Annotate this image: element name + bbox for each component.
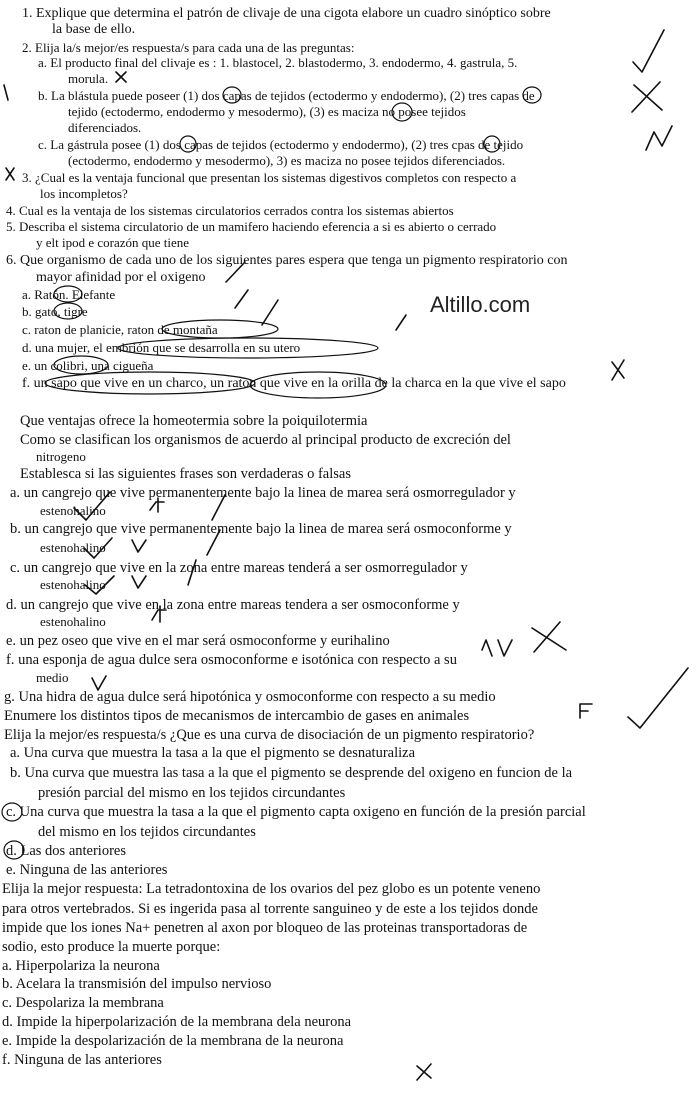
exam-line: (ectodermo, endodermo y mesodermo), 3) es maciza no posee tejidos diferenciados. <box>68 153 506 168</box>
exam-line: 1. Explique que determina el patrón de clivaje de una cigota elabore un cuadro sinóptico sobre <box>22 6 551 21</box>
exam-line: b. Acelara la transmisión del impulso nervioso <box>2 976 272 992</box>
exam-line: e. un colibri, una cigueña <box>22 358 154 373</box>
exam-line: f. una esponja de agua dulce sera osmoconforme e isotónica con respecto a su <box>6 652 457 668</box>
x-mark <box>632 82 662 112</box>
check-mark <box>132 540 146 552</box>
margin-mark <box>6 168 14 180</box>
exam-line: diferenciados. <box>68 120 142 135</box>
exam-line: para otros vertebrados. Si es ingerida pasa al torrente sanguineo y de este a los tejidos donde <box>2 901 538 917</box>
exam-line: f. Ninguna de las anteriores <box>2 1052 162 1068</box>
exam-line: d. un cangrejo que vive en la zona entre mareas tendera a ser osmoconforme y <box>6 597 460 613</box>
exam-line: 4. Cual es la ventaja de los sistemas circulatorios cerrados contra los sistemas abiertos <box>6 203 454 218</box>
x-mark <box>417 1064 431 1080</box>
exam-line: b. un cangrejo que vive permanentemente bajo la linea de marea será osmoconforme y <box>10 521 512 537</box>
check-mark <box>482 640 512 656</box>
check-mark <box>235 290 248 308</box>
exam-line: estenohalino <box>40 540 106 555</box>
exam-line: f. un sapo que vive en un charco, un raton que vive en la orilla de la charca en la que vive el sapo <box>22 376 566 391</box>
exam-line: b. gato, tigre <box>22 304 88 319</box>
exam-line: Elija la mejor/es respuesta/s ¿Que es una curva de disociación de un pigmento respiratorio? <box>4 727 535 743</box>
check-mark <box>396 315 406 330</box>
exam-line: c. raton de planicie, raton de montaña <box>22 322 218 337</box>
exam-line: sodio, esto produce la muerte porque: <box>2 939 221 955</box>
exam-line: e. un pez oseo que vive en el mar será osmoconforme y eurihalino <box>6 633 390 649</box>
check-mark <box>262 300 278 325</box>
watermark: Altillo.com <box>430 292 531 317</box>
check-mark <box>132 576 146 588</box>
exam-line: Enumere los distintos tipos de mecanismos de intercambio de gases en animales <box>4 708 470 724</box>
exam-line: y elt ipod e corazón que tiene <box>36 235 190 250</box>
x-mark <box>532 622 566 652</box>
check-mark <box>633 30 664 72</box>
exam-line: estenohalino <box>40 577 106 592</box>
exam-line: 2. Elija la/s mejor/es respuesta/s para cada una de las preguntas: <box>22 40 355 55</box>
exam-line: e. Impide la despolarización de la membrana de la neurona <box>2 1033 344 1049</box>
exam-line: d. Las dos anteriores <box>6 843 126 859</box>
exam-line: c. La gástrula posee (1) dos capas de tejidos (ectodermo y endodermo), (2) tres cpas de tejido <box>38 137 524 152</box>
exam-line: 3. ¿Cual es la ventaja funcional que presentan los sistemas digestivos completos con respecto a <box>22 170 517 185</box>
exam-line: medio <box>36 670 69 685</box>
check-mark <box>580 704 592 718</box>
exam-line: nitrogeno <box>36 449 86 464</box>
exam-line: b. La blástula puede poseer (1) dos capas de tejidos (ectodermo y endodermo), (2) tres capas de <box>38 88 535 103</box>
exam-line: del mismo en los tejidos circundantes <box>38 824 256 840</box>
exam-line: estenohalino <box>40 503 106 518</box>
exam-line: los incompletos? <box>40 186 128 201</box>
exam-line: Que ventajas ofrece la homeotermia sobre la poiquilotermia <box>20 413 368 429</box>
exam-line: impide que los iones Na+ penetren al axon por bloqueo de las proteinas transportadoras de <box>2 920 528 936</box>
exam-line: a. un cangrejo que vive permanentemente bajo la linea de marea será osmorregulador y <box>10 485 516 501</box>
exam-line: morula. <box>68 71 109 86</box>
exam-line: tejido (ectodermo, endodermo y mesodermo), (3) es maciza no posee tejidos <box>68 104 466 119</box>
x-mark <box>612 360 624 380</box>
exam-line: c. un cangrejo que vive en la zona entre mareas tenderá a ser osmorregulador y <box>10 560 468 576</box>
exam-line: e. Ninguna de las anteriores <box>6 862 168 878</box>
exam-line: la base de ello. <box>52 22 136 37</box>
exam-line: d. una mujer, el embrión que se desarrolla en su utero <box>22 340 301 355</box>
exam-line: c. Despolariza la membrana <box>2 995 164 1011</box>
exam-line: c. Una curva que muestra la tasa a la que el pigmento capta oxigeno en función de la presión parcial <box>6 804 586 820</box>
exam-line: Establesca si las siguientes frases son verdaderas o falsas <box>20 466 351 482</box>
margin-mark <box>4 85 8 100</box>
exam-line: a. El producto final del clivaje es : 1. blastocel, 2. blastodermo, 3. endodermo, 4. gastrula, 5. <box>38 55 518 70</box>
exam-line: 5. Describa el sistema circulatorio de un mamifero haciendo eferencia a si es abierto o cerrado <box>6 219 497 234</box>
exam-line: a. Ratón. Elefante <box>22 287 116 302</box>
check-mark <box>628 668 688 728</box>
exam-line: a. Una curva que muestra la tasa a la que el pigmento se desnaturaliza <box>10 745 416 761</box>
exam-line: Elija la mejor respuesta: La tetradontoxina de los ovarios del pez globo es un potente veneno <box>2 881 541 897</box>
exam-line: d. Impide la hiperpolarización de la membrana dela neurona <box>2 1014 352 1030</box>
exam-line: g. Una hidra de agua dulce será hipotónica y osmoconforme con respecto a su medio <box>4 689 496 705</box>
exam-line: 6. Que organismo de cada uno de los siguientes pares espera que tenga un pigmento respiratorio con <box>6 253 568 268</box>
exam-line: a. Hiperpolariza la neurona <box>2 958 160 974</box>
exam-line: b. Una curva que muestra las tasa a la que el pigmento se desprende del oxigeno en funcion de la <box>10 765 573 781</box>
exam-line: Como se clasifican los organismos de acuerdo al principal producto de excreción del <box>20 432 511 448</box>
check-mark <box>92 676 106 690</box>
check-mark <box>646 126 672 150</box>
x-mark <box>116 72 126 82</box>
exam-line: mayor afinidad por el oxigeno <box>36 270 206 285</box>
exam-line: presión parcial del mismo en los tejidos circundantes <box>38 785 346 801</box>
exam-line: estenohalino <box>40 614 106 629</box>
